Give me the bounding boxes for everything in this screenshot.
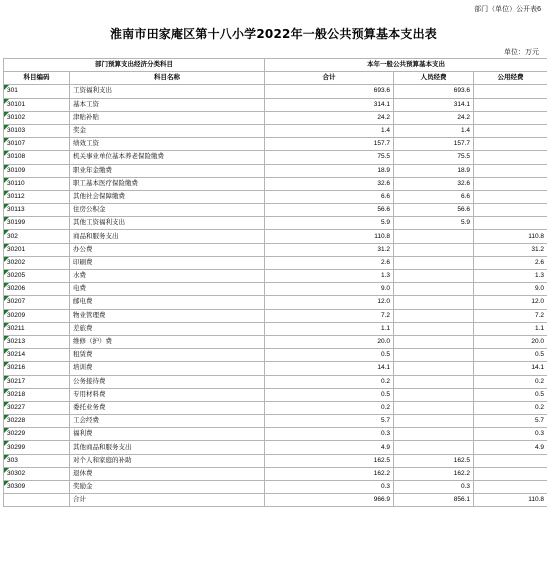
table-cell-personnel [394,362,474,375]
table-cell-personnel [394,375,474,388]
table-cell-name: 印刷费 [70,256,265,269]
table-cell-public: 0.5 [474,388,547,401]
table-cell-code: 30302 [4,467,70,480]
totals-total: 966.9 [265,494,394,507]
table-cell-personnel [394,335,474,348]
group-header-row [4,59,547,72]
table-cell-personnel [394,349,474,362]
table-cell-personnel: 18.9 [394,164,474,177]
table-cell-total: 162.2 [265,467,394,480]
table-cell-public: 0.3 [474,428,547,441]
table-cell-code: 30202 [4,256,70,269]
table-cell-personnel [394,243,474,256]
table-cell-public: 7.2 [474,309,547,322]
table-cell-name: 公务接待费 [70,375,265,388]
table-cell-code: 30107 [4,138,70,151]
table-cell-code: 30207 [4,296,70,309]
table-cell-total: 0.3 [265,481,394,494]
table-cell-name: 邮电费 [70,296,265,309]
table-row [4,428,547,441]
table-cell-code: 30112 [4,190,70,203]
table-cell-name: 退休费 [70,467,265,480]
table-cell-name: 机关事业单位基本养老保险缴费 [70,151,265,164]
table-cell-public [474,190,547,203]
table-cell-code: 30216 [4,362,70,375]
table-cell-personnel [394,415,474,428]
table-cell-total: 31.2 [265,243,394,256]
table-cell-code [4,494,70,507]
table-cell-name: 培训费 [70,362,265,375]
table-cell-name: 委托业务费 [70,401,265,414]
table-cell-personnel: 6.6 [394,190,474,203]
table-cell-personnel [394,401,474,414]
table-cell-code: 30109 [4,164,70,177]
unit-note: 单位：万元 [504,49,539,56]
table-number-note: 部门（单位）公开表6 [474,6,541,13]
table-cell-public [474,467,547,480]
table-cell-personnel [394,283,474,296]
table-cell-public [474,124,547,137]
table-cell-public: 1.1 [474,322,547,335]
table-cell-total: 4.9 [265,441,394,454]
table-cell-name: 职业年金缴费 [70,164,265,177]
table-row [4,256,547,269]
table-cell-personnel [394,428,474,441]
table-cell-personnel [394,296,474,309]
table-cell-total: 110.8 [265,230,394,243]
table-cell-name: 职工基本医疗保险缴费 [70,177,265,190]
column-header-total: 合计 [265,72,394,85]
table-row [4,283,547,296]
table-cell-code: 30101 [4,98,70,111]
table-row [4,296,547,309]
table-cell-total: 162.5 [265,454,394,467]
table-row [4,177,547,190]
table-cell-name: 维修（护）费 [70,335,265,348]
table-cell-personnel [394,270,474,283]
table-cell-code: 30199 [4,217,70,230]
table-row [4,441,547,454]
table-cell-public [474,217,547,230]
table-cell-public: 110.8 [474,230,547,243]
table-row [4,415,547,428]
table-cell-public: 5.7 [474,415,547,428]
table-cell-code: 30108 [4,151,70,164]
table-cell-name: 工资福利支出 [70,85,265,98]
table-cell-public: 31.2 [474,243,547,256]
table-row [4,111,547,124]
table-cell-name: 水费 [70,270,265,283]
table-cell-code: 30229 [4,428,70,441]
table-row [4,375,547,388]
table-cell-code: 30217 [4,375,70,388]
table-cell-total: 24.2 [265,111,394,124]
table-cell-personnel: 162.2 [394,467,474,480]
table-row [4,388,547,401]
table-row [4,467,547,480]
table-cell-code: 30214 [4,349,70,362]
table-cell-total: 0.2 [265,375,394,388]
table-cell-personnel: 0.3 [394,481,474,494]
table-cell-total: 32.6 [265,177,394,190]
table-cell-code: 30209 [4,309,70,322]
table-row [4,481,547,494]
table-row [4,362,547,375]
table-cell-total: 5.9 [265,217,394,230]
table-cell-total: 56.6 [265,204,394,217]
table-cell-total: 0.2 [265,401,394,414]
column-header-row [4,72,547,85]
table-cell-total: 9.0 [265,283,394,296]
column-header-public: 公用经费 [474,72,547,85]
table-cell-name: 奖励金 [70,481,265,494]
table-row [4,190,547,203]
table-cell-total: 7.2 [265,309,394,322]
table-cell-name: 办公费 [70,243,265,256]
budget-table [3,58,547,507]
table-cell-total: 20.0 [265,335,394,348]
table-cell-code: 30201 [4,243,70,256]
table-cell-code: 302 [4,230,70,243]
table-cell-name: 商品和服务支出 [70,230,265,243]
table-cell-name: 对个人和家庭的补助 [70,454,265,467]
table-row [4,454,547,467]
table-cell-total: 18.9 [265,164,394,177]
table-cell-personnel: 157.7 [394,138,474,151]
totals-label: 合计 [70,494,265,507]
table-cell-public [474,98,547,111]
table-cell-public [474,151,547,164]
document-title: 淮南市田家庵区第十八小学2022年一般公共预算基本支出表 [109,27,437,41]
totals-public: 110.8 [474,494,547,507]
table-cell-code: 30227 [4,401,70,414]
table-cell-code: 30299 [4,441,70,454]
table-cell-total: 1.4 [265,124,394,137]
table-cell-code: 30228 [4,415,70,428]
table-cell-personnel: 314.1 [394,98,474,111]
table-row [4,164,547,177]
table-cell-name: 差旅费 [70,322,265,335]
totals-row [4,494,547,507]
table-cell-personnel: 24.2 [394,111,474,124]
table-row [4,124,547,137]
table-cell-code: 30205 [4,270,70,283]
table-cell-personnel: 75.5 [394,151,474,164]
table-cell-name: 其他社会保障缴费 [70,190,265,203]
table-cell-personnel: 32.6 [394,177,474,190]
table-row [4,401,547,414]
table-cell-personnel [394,322,474,335]
table-cell-name: 专用材料费 [70,388,265,401]
table-cell-total: 6.6 [265,190,394,203]
totals-personnel: 856.1 [394,494,474,507]
table-row [4,243,547,256]
table-row [4,270,547,283]
table-cell-public: 2.6 [474,256,547,269]
table-cell-name: 福利费 [70,428,265,441]
table-cell-public: 0.5 [474,349,547,362]
table-cell-code: 303 [4,454,70,467]
table-cell-name: 住房公积金 [70,204,265,217]
table-cell-public [474,138,547,151]
table-cell-total: 0.3 [265,428,394,441]
table-cell-total: 1.1 [265,322,394,335]
table-cell-total: 314.1 [265,98,394,111]
table-cell-public [474,481,547,494]
table-cell-total: 5.7 [265,415,394,428]
table-cell-public: 1.3 [474,270,547,283]
column-header-personnel: 人员经费 [394,72,474,85]
group-header-classification: 部门预算支出经济分类科目 [4,59,265,72]
table-cell-personnel [394,230,474,243]
table-cell-name: 津贴补贴 [70,111,265,124]
table-cell-code: 30102 [4,111,70,124]
table-cell-public [474,204,547,217]
table-body [4,85,547,507]
table-row [4,204,547,217]
table-cell-personnel: 1.4 [394,124,474,137]
table-cell-total: 0.5 [265,349,394,362]
table-row [4,349,547,362]
table-cell-personnel [394,388,474,401]
table-cell-total: 1.3 [265,270,394,283]
table-row [4,217,547,230]
table-cell-public [474,85,547,98]
group-header-expenditure: 本年一般公共预算基本支出 [265,59,547,72]
table-cell-total: 2.6 [265,256,394,269]
table-cell-name: 其他工资福利支出 [70,217,265,230]
table-cell-total: 693.6 [265,85,394,98]
table-cell-personnel: 5.9 [394,217,474,230]
table-cell-personnel [394,309,474,322]
column-header-name: 科目名称 [70,72,265,85]
table-row [4,85,547,98]
table-cell-personnel: 56.6 [394,204,474,217]
table-cell-public [474,177,547,190]
table-cell-code: 30309 [4,481,70,494]
table-cell-code: 30103 [4,124,70,137]
table-cell-code: 301 [4,85,70,98]
table-cell-public: 9.0 [474,283,547,296]
table-cell-code: 30110 [4,177,70,190]
table-cell-code: 30206 [4,283,70,296]
table-cell-name: 电费 [70,283,265,296]
table-cell-public [474,164,547,177]
table-row [4,138,547,151]
table-row [4,151,547,164]
table-cell-total: 12.0 [265,296,394,309]
table-cell-total: 14.1 [265,362,394,375]
column-header-code: 科目编码 [4,72,70,85]
table-cell-personnel: 162.5 [394,454,474,467]
table-cell-name: 绩效工资 [70,138,265,151]
table-cell-personnel [394,441,474,454]
table-cell-public: 0.2 [474,375,547,388]
table-row [4,335,547,348]
table-cell-name: 其他商品和服务支出 [70,441,265,454]
table-cell-total: 75.5 [265,151,394,164]
table-cell-public: 0.2 [474,401,547,414]
table-cell-public: 14.1 [474,362,547,375]
table-cell-code: 30113 [4,204,70,217]
table-cell-name: 基本工资 [70,98,265,111]
table-cell-total: 0.5 [265,388,394,401]
table-row [4,98,547,111]
table-row [4,322,547,335]
table-cell-code: 30213 [4,335,70,348]
table-cell-name: 物业管理费 [70,309,265,322]
table-cell-public: 20.0 [474,335,547,348]
table-cell-personnel: 693.6 [394,85,474,98]
table-cell-total: 157.7 [265,138,394,151]
table-row [4,230,547,243]
table-cell-public: 12.0 [474,296,547,309]
table-cell-name: 工会经费 [70,415,265,428]
table-cell-public: 4.9 [474,441,547,454]
table-cell-code: 30211 [4,322,70,335]
table-row [4,309,547,322]
table-cell-name: 租赁费 [70,349,265,362]
table-cell-public [474,111,547,124]
table-cell-public [474,454,547,467]
table-cell-name: 奖金 [70,124,265,137]
table-cell-personnel [394,256,474,269]
table-cell-code: 30218 [4,388,70,401]
